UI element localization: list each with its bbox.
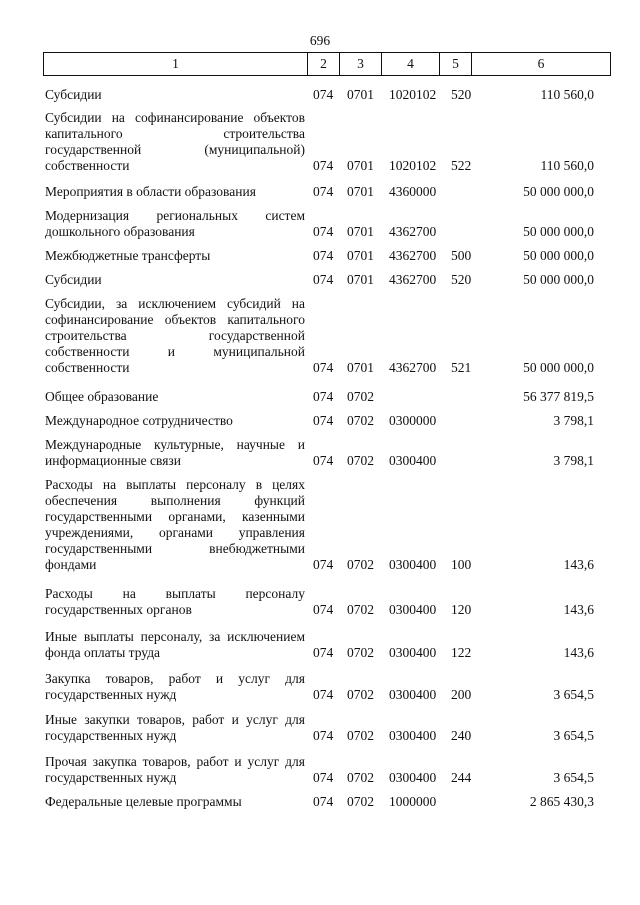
row-amount: 143,6: [563, 602, 594, 617]
row-code-2: 074: [313, 687, 334, 702]
row-amount: 3 654,5: [553, 770, 594, 785]
table-row: [0, 87, 640, 103]
row-code-2: 074: [313, 645, 334, 660]
row-code-4: 4360000: [389, 184, 437, 199]
row-code-4: 0300400: [389, 770, 437, 785]
row-code-4: 1000000: [389, 794, 437, 809]
row-code-4: 0300400: [389, 602, 437, 617]
row-code-5: 200: [451, 687, 472, 702]
table-row: [0, 272, 640, 288]
row-amount: 3 798,1: [553, 413, 594, 428]
row-description: Федеральные целевые программы: [45, 794, 242, 809]
table-row: [0, 110, 640, 174]
row-code-2: 074: [313, 248, 334, 263]
row-amount: 2 865 430,3: [529, 794, 594, 809]
row-amount: 50 000 000,0: [523, 248, 594, 263]
row-code-5: 240: [451, 728, 472, 743]
row-code-5: 244: [451, 770, 472, 785]
row-description: Субсидии: [45, 272, 102, 287]
row-code-4: 4362700: [389, 360, 437, 375]
row-amount: 143,6: [563, 645, 594, 660]
row-description: Иные закупки товаров, работ и услуг для государственных нужд: [45, 712, 305, 743]
row-amount: 50 000 000,0: [523, 224, 594, 239]
table-row: [0, 477, 640, 573]
table-row: [0, 671, 640, 703]
row-description: Межбюджетные трансферты: [45, 248, 211, 263]
row-code-2: 074: [313, 224, 334, 239]
table-row: [0, 586, 640, 618]
row-code-3: 0701: [347, 272, 374, 287]
table-row: [0, 389, 640, 405]
row-amount: 143,6: [563, 557, 594, 572]
row-code-5: 521: [451, 360, 472, 375]
row-code-5: 120: [451, 602, 472, 617]
row-code-5: 100: [451, 557, 472, 572]
row-description: Расходы на выплаты персоналу в целях обеспечения выполнения функций государственными органами, казенными учреждениями, органами управления государственными внебюджетными фондами: [45, 477, 305, 572]
table-row: [0, 754, 640, 786]
row-code-3: 0702: [347, 453, 374, 468]
row-code-2: 074: [313, 389, 334, 404]
row-code-3: 0702: [347, 687, 374, 702]
table-row: [0, 248, 640, 264]
row-code-2: 074: [313, 794, 334, 809]
row-code-4: 0300400: [389, 728, 437, 743]
row-code-2: 074: [313, 87, 334, 102]
row-code-4: 0300400: [389, 557, 437, 572]
table-row: [0, 208, 640, 240]
row-code-3: 0702: [347, 389, 374, 404]
row-code-3: 0701: [347, 360, 374, 375]
row-amount: 50 000 000,0: [523, 272, 594, 287]
row-code-2: 074: [313, 272, 334, 287]
row-code-2: 074: [313, 360, 334, 375]
row-code-4: 0300400: [389, 645, 437, 660]
table-row: [0, 629, 640, 661]
row-description: Международное сотрудничество: [45, 413, 233, 428]
row-code-2: 074: [313, 728, 334, 743]
row-amount: 3 654,5: [553, 687, 594, 702]
row-code-4: 0300400: [389, 453, 437, 468]
row-code-3: 0702: [347, 557, 374, 572]
row-amount: 3 798,1: [553, 453, 594, 468]
row-amount: 3 654,5: [553, 728, 594, 743]
row-code-3: 0702: [347, 770, 374, 785]
row-code-2: 074: [313, 602, 334, 617]
row-code-4: 4362700: [389, 224, 437, 239]
table-header: [43, 52, 611, 76]
row-amount: 56 377 819,5: [523, 389, 594, 404]
row-description: Субсидии, за исключением субсидий на софинансирование объектов капитального строительства государственной собственности и муниципальной собственности: [45, 296, 305, 375]
row-amount: 110 560,0: [540, 158, 594, 173]
header-col-2: 2: [308, 53, 340, 75]
row-description: Общее образование: [45, 389, 159, 404]
table-row: [0, 184, 640, 200]
row-description: Закупка товаров, работ и услуг для государственных нужд: [45, 671, 305, 702]
page-number: 696: [309, 33, 331, 48]
table-row: [0, 296, 640, 376]
table-row: [0, 712, 640, 744]
row-code-4: 1020102: [389, 158, 437, 173]
row-code-2: 074: [313, 184, 334, 199]
row-code-3: 0701: [347, 224, 374, 239]
row-code-2: 074: [313, 453, 334, 468]
table-row: [0, 413, 640, 429]
row-code-4: 0300400: [389, 687, 437, 702]
row-amount: 50 000 000,0: [523, 184, 594, 199]
row-description: Иные выплаты персоналу, за исключением фонда оплаты труда: [45, 629, 305, 660]
row-description: Субсидии на софинансирование объектов капитального строительства государственной (муниципальной) собственности: [45, 110, 305, 173]
row-code-2: 074: [313, 158, 334, 173]
row-code-4: 0300000: [389, 413, 437, 428]
header-col-5: 5: [440, 53, 472, 75]
row-code-3: 0701: [347, 248, 374, 263]
row-code-3: 0702: [347, 794, 374, 809]
row-code-4: 4362700: [389, 248, 437, 263]
row-description: Международные культурные, научные и информационные связи: [45, 437, 305, 468]
row-description: Модернизация региональных систем дошкольного образования: [45, 208, 305, 239]
row-description: Субсидии: [45, 87, 102, 102]
row-code-3: 0702: [347, 728, 374, 743]
row-code-3: 0701: [347, 184, 374, 199]
row-code-3: 0701: [347, 158, 374, 173]
row-code-5: 520: [451, 87, 472, 102]
row-description: Расходы на выплаты персоналу государственных органов: [45, 586, 305, 617]
table-row: [0, 794, 640, 810]
row-description: Мероприятия в области образования: [45, 184, 256, 199]
row-code-2: 074: [313, 413, 334, 428]
row-amount: 50 000 000,0: [523, 360, 594, 375]
header-col-6: 6: [537, 56, 545, 71]
row-code-3: 0702: [347, 602, 374, 617]
header-col-4: 4: [382, 53, 440, 75]
table-row: [0, 437, 640, 469]
header-col-1: 1: [44, 53, 308, 75]
row-code-3: 0702: [347, 413, 374, 428]
row-code-3: 0702: [347, 645, 374, 660]
row-code-5: 500: [451, 248, 472, 263]
row-code-3: 0701: [347, 87, 374, 102]
row-description: Прочая закупка товаров, работ и услуг для государственных нужд: [45, 754, 305, 785]
row-code-2: 074: [313, 770, 334, 785]
row-amount: 110 560,0: [540, 87, 594, 102]
row-code-2: 074: [313, 557, 334, 572]
row-code-5: 520: [451, 272, 472, 287]
row-code-4: 4362700: [389, 272, 437, 287]
row-code-5: 522: [451, 158, 472, 173]
row-code-4: 1020102: [389, 87, 437, 102]
row-code-5: 122: [451, 645, 472, 660]
header-col-3: 3: [340, 53, 382, 75]
